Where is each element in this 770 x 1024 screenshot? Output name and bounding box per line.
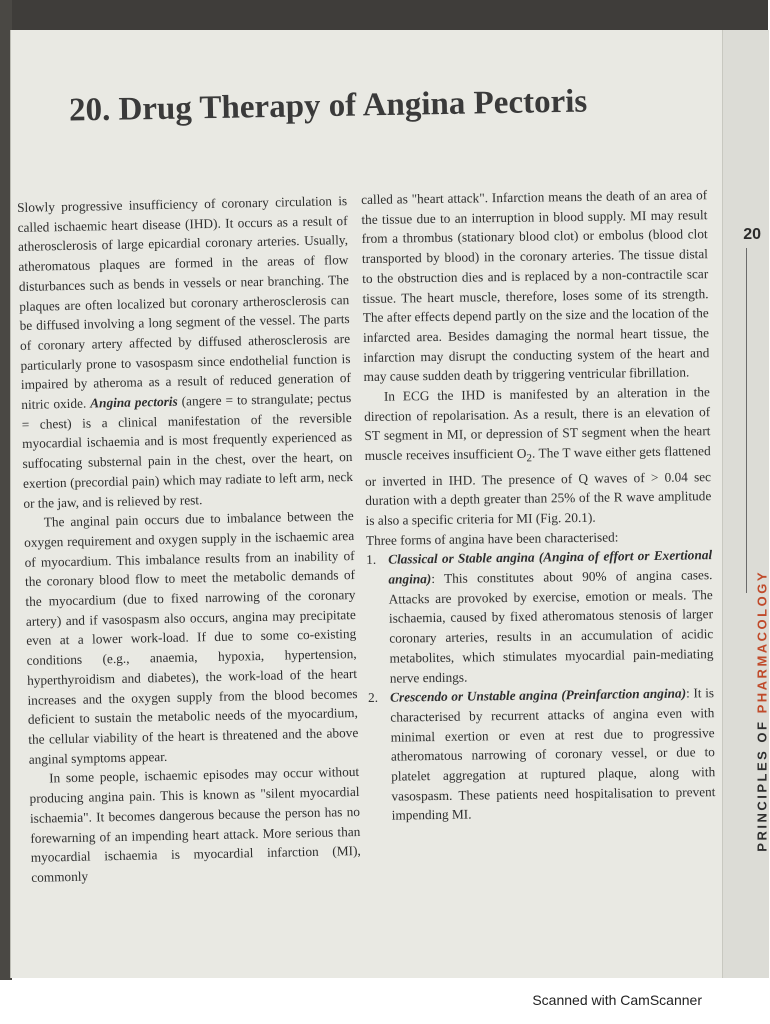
right-column bbox=[361, 185, 716, 826]
paragraph: In ECG the IHD is manifested by an alteration in the direction of repolarisation. As a result, there is an elevation of ST segment in MI, or depression of ST segment when the heart muscle receives insufficient $O_2$. The T wave either gets flattened or inverted in IHD. The presence of Q waves of > 0.04 sec duration with a depth greater than 25% of the R wave amplitude is also a specific criteria for MI (Fig. 20.1). bbox=[364, 384, 712, 528]
list-term: Crescendo or Unstable angina (Preinfarction angina) bbox=[389, 685, 687, 705]
book-title-label: PRINCIPLES OF PHARMACOLOGY bbox=[755, 570, 770, 852]
scanner-watermark: Scanned with CamScanner bbox=[532, 992, 702, 1008]
chapter-number: 20. bbox=[68, 91, 111, 129]
list-term: Classical or Stable angina (Angina of effort or Exertional angina) bbox=[388, 547, 713, 587]
paragraph: The anginal pain occurs due to imbalance between the oxygen requirement and oxygen supply in the ischaemic area of myocardium. This imbalance results from an inability of the coronary blood flow to meet the metabolic demands of the myocardium (due to fixed narrowing of the coronary artery) and if vasospasm also occurs, angina may precipitate even at a lower work-load. If due to some co-existing conditions (e.g., anaemia, hypoxia, hypertension, hyperthyroidism and diabetes), the work-load of the heart increases and the oxygen supply from the blood becomes deficient to sustain the metabolic needs of the myocardium, the cellular viability of the heart is threatened and the above anginal symptoms appear. bbox=[24, 508, 359, 767]
list-item bbox=[368, 683, 716, 826]
chapter-title bbox=[69, 83, 588, 129]
list-number: 2. bbox=[367, 690, 379, 706]
term-angina-pectoris: Angina pectoris bbox=[90, 393, 178, 411]
paragraph: In some people, ischaemic episodes may occur without producing angina pain. This is known as "silent myocardial ischaemia". It becomes dangerous because the person has no forewarning of an impending heart attack. More serious than myocardial ischaemia is myocardial infarction (MI), commonly bbox=[29, 764, 361, 885]
left-column bbox=[17, 191, 361, 887]
margin-rule bbox=[746, 248, 747, 593]
list-number: 1. bbox=[366, 552, 377, 568]
book-page bbox=[10, 30, 769, 978]
paragraph: called as "heart attack". Infarction means the death of an area of the tissue due to an interruption in blood supply. MI may result from a thrombus (stationary blood clot) or embolus (blood clot transported by blood) in the coronary arteries. The tissue distal to the obstruction dies and is replaced by a non-contractile scar tissue. The heart muscle, therefore, loses some of its strength. The after effects depend partly on the size and the location of the infarcted area. Besides damaging the normal heart tissue, the infarction may disrupt the conducting system of the heart and may cause sudden death by triggering ventricular fibrillation. bbox=[361, 187, 710, 385]
paragraph: Slowly progressive insufficiency of coronary circulation is called ischaemic heart disease (IHD). It occurs as a result of atherosclerosis of large epicardial coronary arteries. Usually, atheromatous plaques are formed in the areas of flow disturbances such as bends in vessels or near branching. The plaques are often localized but coronary artherosclerosis can be diffused involving a long segment of the vessel. The parts of coronary artery affected by diffused atherosclerosis are particularly prone to vasospasm since endothelial function is impaired by atheroma as a result of reduced generation of nitric oxide. Angina pectoris (angere = to strangulate; pectus = chest) is a clinical manifestation of the reversible myocardial ischaemia and is most frequently experienced as suffocating substernal pain in the chest, over the heart, on exertion (precordial pain) which may radiate to left arm, neck or the jaw, and is relieved by rest. bbox=[17, 193, 354, 511]
list-body: Classical or Stable angina (Angina of effort or Exertional angina): This constitutes about 90% of angina cases. Attacks are provoked by exercise, emotion or meals. The ischaemia, caused by fixed atheromatous stenosis of larger coronary arteries, results in an accumulation of acidic metabolites, which stimulates myocardial pain-mediating nerve endings. bbox=[388, 547, 714, 686]
page-number: 20 bbox=[743, 226, 761, 243]
chapter-title-text: Drug Therapy of Angina Pectoris bbox=[118, 83, 588, 128]
list-item bbox=[366, 545, 714, 688]
list-body: Crescendo or Unstable angina (Preinfarction angina): It is characterised by recurrent attacks of angina even with minimal exertion or even at rest due to progressive atheromatous narrowing of coronary vessel, or due to platelet aggregation at ruptured plaque, along with vasospasm. These patients need hospitalisation to prevent impending MI. bbox=[389, 685, 716, 824]
paragraph: Three forms of angina have been characterised: bbox=[365, 529, 619, 548]
